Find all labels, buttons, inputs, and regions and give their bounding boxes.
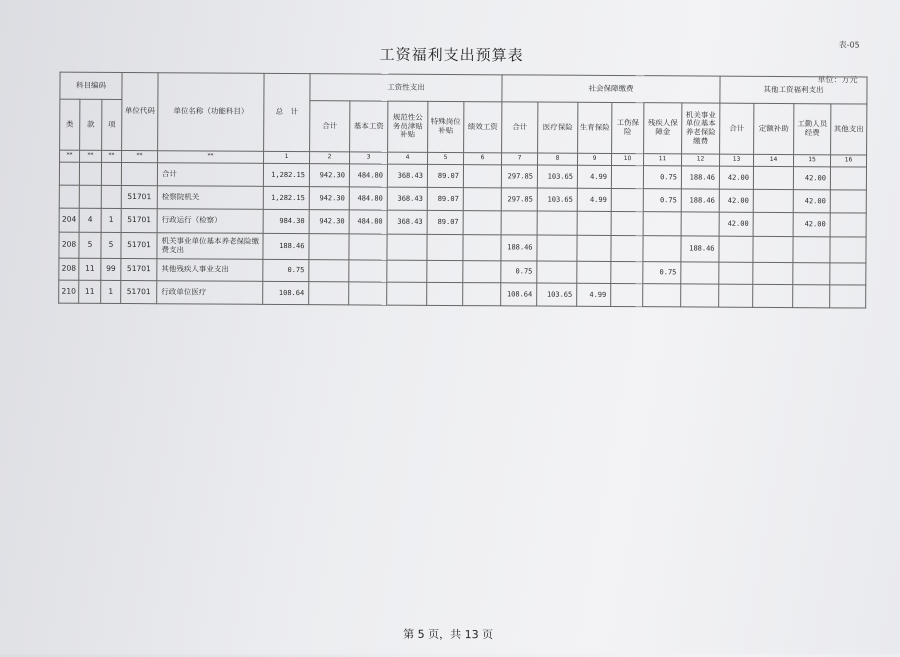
amount-cell — [463, 211, 501, 235]
amount-cell — [577, 235, 611, 261]
unit-name-cell: 合计 — [157, 163, 263, 187]
amount-cell: 188.46 — [263, 233, 309, 259]
amount-cell: 0.75 — [643, 262, 681, 284]
amount-cell: 4.99 — [577, 188, 611, 211]
code-cell: 6 — [464, 153, 502, 165]
amount-cell: 368.43 — [387, 210, 427, 234]
amount-cell: 0.75 — [643, 189, 681, 212]
budget-table — [58, 72, 867, 309]
code-value-cell — [79, 185, 101, 208]
amount-cell: 103.65 — [537, 283, 577, 306]
amount-cell — [793, 285, 830, 308]
amount-cell — [753, 189, 793, 212]
code-cell: 13 — [720, 154, 754, 166]
code-cell: 4 — [388, 152, 428, 164]
amount-cell: 188.46 — [681, 166, 719, 189]
amount-cell — [753, 212, 793, 236]
amount-cell: 4.99 — [577, 165, 611, 188]
xiang-header: 项 — [102, 99, 122, 150]
amount-cell — [427, 282, 463, 305]
code-value-cell — [101, 162, 121, 185]
amount-cell — [349, 234, 387, 260]
social-col-header: 合计 — [502, 102, 538, 153]
amount-cell — [793, 263, 830, 285]
kuan-header: 款 — [80, 99, 102, 150]
code-value-cell: 208 — [59, 232, 79, 258]
unit-name-cell: 其他残疾人事业支出 — [157, 259, 263, 282]
amount-cell: 89.07 — [427, 164, 463, 187]
amount-cell — [830, 237, 866, 263]
other-col-header: 其他支出 — [831, 104, 867, 155]
other-group-header: 其他工资福利支出 — [720, 76, 867, 104]
code-value-cell: 51701 — [121, 185, 157, 208]
amount-cell — [537, 211, 577, 235]
other-col-header: 定额补助 — [754, 103, 794, 154]
code-value-cell: 51701 — [121, 258, 157, 280]
wage-col-header: 规范性公务员津贴补贴 — [388, 101, 428, 152]
amount-cell — [643, 284, 681, 307]
page-footer: 第 5 页，共 13 页 — [403, 627, 494, 642]
amount-cell — [719, 236, 753, 262]
code-value-cell: 51701 — [121, 280, 157, 303]
amount-cell — [463, 261, 501, 283]
code-cell: 7 — [502, 153, 538, 165]
amount-cell: 0.75 — [643, 166, 681, 189]
code-value-cell: 210 — [59, 280, 79, 303]
code-value-cell — [59, 162, 79, 185]
amount-cell: 103.65 — [537, 165, 577, 188]
unit-label: 单位：万元 — [817, 75, 858, 85]
amount-cell — [309, 282, 349, 305]
code-value-cell: 1 — [101, 280, 121, 303]
amount-cell: 108.64 — [263, 281, 309, 304]
table-body — [59, 162, 867, 308]
code-cell: 12 — [682, 154, 720, 166]
code-cell: 5 — [428, 152, 464, 164]
other-col-header: 合计 — [720, 103, 754, 154]
code-value-cell: 11 — [79, 280, 101, 303]
amount-cell: 1,282.15 — [263, 163, 309, 186]
amount-cell: 89.07 — [427, 187, 463, 210]
social-group-header: 社会保障缴费 — [502, 75, 720, 103]
social-col-header: 生育保险 — [578, 102, 612, 153]
form-number: 表-05 — [838, 40, 860, 50]
amount-cell: 42.00 — [719, 166, 753, 189]
code-value-cell: 5 — [79, 232, 101, 258]
amount-cell — [611, 211, 643, 235]
amount-cell: 42.00 — [719, 189, 753, 212]
amount-cell: 484.80 — [349, 187, 387, 210]
amount-cell — [427, 234, 463, 260]
wage-col-header: 特殊岗位补贴 — [428, 101, 464, 152]
lei-header: 类 — [60, 99, 80, 150]
code-value-cell — [121, 162, 157, 185]
amount-cell: 297.85 — [501, 165, 537, 188]
amount-cell — [349, 282, 387, 305]
amount-cell — [681, 212, 719, 236]
amount-cell — [387, 234, 427, 260]
amount-cell: 368.43 — [387, 164, 427, 187]
amount-cell — [830, 263, 866, 285]
code-value-cell: 99 — [101, 258, 121, 280]
other-col-header: 工勤人员经费 — [794, 104, 831, 155]
code-cell: 11 — [644, 154, 682, 166]
wage-group-header: 工资性支出 — [310, 74, 502, 102]
unit-name-cell: 行政单位医疗 — [157, 281, 263, 305]
social-col-header: 残疾人保障金 — [644, 103, 682, 154]
amount-cell: 103.65 — [537, 188, 577, 211]
page-title: 工资福利支出预算表 — [379, 45, 524, 65]
code-cell: 1 — [264, 151, 310, 163]
amount-cell: 1,282.15 — [263, 186, 309, 209]
code-cell: 2 — [310, 152, 350, 164]
amount-cell — [753, 236, 793, 262]
amount-cell — [830, 285, 866, 308]
amount-cell — [577, 211, 611, 235]
code-value-cell: 51701 — [121, 232, 157, 258]
amount-cell — [577, 261, 611, 283]
amount-cell — [537, 235, 577, 261]
code-cell: 14 — [754, 154, 794, 166]
amount-cell — [719, 262, 753, 284]
unit-code-header: 单位代码 — [122, 72, 158, 150]
amount-cell: 42.00 — [793, 167, 830, 190]
code-cell: 15 — [794, 155, 831, 167]
code-cell: ** — [158, 151, 264, 164]
amount-cell — [681, 262, 719, 284]
amount-cell — [719, 284, 753, 307]
code-value-cell: 4 — [79, 208, 101, 232]
amount-cell: 0.75 — [501, 261, 537, 283]
amount-cell: 42.00 — [793, 213, 830, 237]
code-cell: ** — [102, 150, 122, 162]
amount-cell: 188.46 — [681, 236, 719, 262]
amount-cell: 89.07 — [427, 210, 463, 234]
code-value-cell: 204 — [59, 208, 79, 232]
wage-col-header: 合计 — [310, 101, 350, 152]
amount-cell — [387, 282, 427, 305]
amount-cell: 984.30 — [263, 209, 309, 233]
amount-cell — [643, 212, 681, 236]
amount-cell: 188.46 — [681, 189, 719, 212]
amount-cell: 484.80 — [349, 210, 387, 234]
amount-cell: 942.30 — [309, 164, 349, 187]
amount-cell: 942.30 — [309, 187, 349, 210]
amount-cell — [753, 166, 793, 189]
social-col-header: 工伤保险 — [612, 102, 644, 153]
subject-code-header: 科目编码 — [60, 72, 122, 99]
amount-cell — [463, 235, 501, 261]
amount-cell — [427, 260, 463, 282]
code-cell: 9 — [578, 153, 612, 165]
header-row-1 — [60, 72, 867, 104]
unit-name-cell: 机关事业单位基本养老保险缴费支出 — [157, 233, 263, 260]
code-cell: 3 — [350, 152, 388, 164]
amount-cell — [830, 167, 866, 190]
unit-name-cell: 行政运行（检察） — [157, 209, 263, 234]
code-value-cell: 208 — [59, 258, 79, 280]
amount-cell — [501, 211, 537, 235]
code-cell: 16 — [831, 155, 867, 167]
amount-cell — [463, 283, 501, 306]
code-cell: ** — [122, 150, 158, 162]
wage-col-header: 绩效工资 — [464, 102, 502, 153]
amount-cell — [463, 165, 501, 188]
amount-cell: 188.46 — [501, 235, 537, 261]
code-cell: 10 — [612, 153, 644, 165]
amount-cell — [830, 213, 866, 237]
amount-cell: 42.00 — [793, 190, 830, 213]
amount-cell — [611, 283, 643, 306]
amount-cell — [793, 237, 830, 263]
code-value-cell: 11 — [79, 258, 101, 280]
amount-cell — [611, 235, 643, 261]
table-row — [59, 280, 866, 308]
code-value-cell: 5 — [101, 232, 121, 258]
amount-cell — [463, 188, 501, 211]
amount-cell: 484.80 — [349, 164, 387, 187]
amount-cell — [387, 260, 427, 282]
amount-cell — [753, 262, 793, 284]
unit-name-header: 单位名称（功能科目） — [158, 73, 264, 152]
code-value-cell — [79, 162, 101, 185]
code-cell: ** — [60, 150, 80, 162]
social-col-header: 机关事业单位基本养老保险缴费 — [682, 103, 720, 154]
total-header: 总 计 — [264, 73, 310, 151]
code-cell: ** — [80, 150, 102, 162]
code-value-cell — [101, 185, 121, 208]
amount-cell: 368.43 — [387, 187, 427, 210]
wage-col-header: 基本工资 — [350, 101, 388, 152]
code-cell: 8 — [538, 153, 578, 165]
amount-cell — [309, 234, 349, 260]
amount-cell: 0.75 — [263, 259, 309, 281]
amount-cell — [611, 165, 643, 188]
amount-cell — [830, 190, 866, 213]
amount-cell — [753, 284, 793, 307]
code-value-cell — [59, 185, 79, 208]
amount-cell — [611, 188, 643, 211]
social-col-header: 医疗保险 — [538, 102, 578, 153]
amount-cell — [611, 261, 643, 283]
amount-cell — [309, 260, 349, 282]
amount-cell: 108.64 — [501, 283, 537, 306]
amount-cell — [349, 260, 387, 282]
amount-cell — [643, 236, 681, 262]
amount-cell: 42.00 — [719, 212, 753, 236]
amount-cell: 297.85 — [501, 188, 537, 211]
code-value-cell: 1 — [101, 208, 121, 232]
amount-cell: 4.99 — [577, 283, 611, 306]
amount-cell: 942.30 — [309, 210, 349, 234]
amount-cell — [681, 284, 719, 307]
amount-cell — [537, 261, 577, 283]
code-value-cell: 51701 — [121, 208, 157, 232]
unit-name-cell: 检察院机关 — [157, 186, 263, 210]
